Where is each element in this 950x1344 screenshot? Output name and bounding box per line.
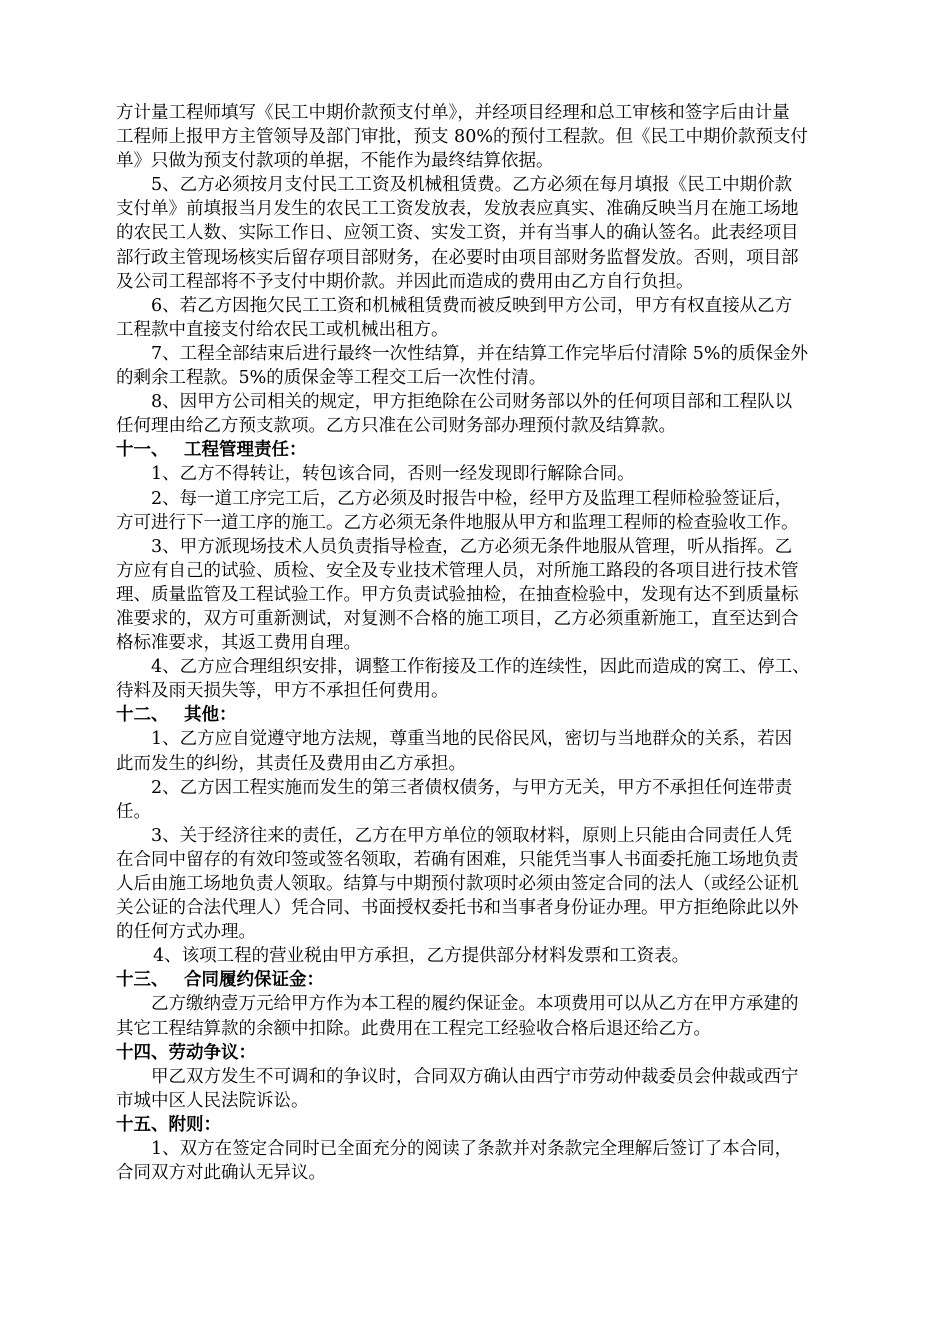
paragraph-line: 方计量工程师填写《民工中期价款预支付单》，并经项目经理和总工审核和签字后由计量 xyxy=(116,103,790,123)
paragraph-line: 此而发生的纠纷，其责任及费用由乙方承担。 xyxy=(116,753,466,774)
paragraph-line: 7、工程全部结束后进行最终一次性结算，并在结算工作完毕后付清除 5%的质保金外 xyxy=(151,343,808,364)
section-number: 十三、 xyxy=(116,970,169,991)
paragraph-line: 的剩余工程款。5%的质保金等工程交工后一次性付清。 xyxy=(116,368,547,389)
paragraph-line: 关公证的合法代理人）凭合同、书面授权委托书和当事者身份证办理。甲方拒绝除此以外 xyxy=(116,898,799,919)
paragraph-line: 4、该项工程的营业税由甲方承担，乙方提供部分材料发票和工资表。 xyxy=(153,946,690,967)
paragraph-line: 乙方缴纳壹万元给甲方作为本工程的履约保证金。本项费用可以从乙方在甲方承建的 xyxy=(151,994,799,1015)
paragraph-line: 部行政主管现场核实后留存项目部财务，在必要时由项目部财务监督发放。否则，项目部 xyxy=(116,247,799,268)
paragraph-line: 格标准要求，其返工费用自理。 xyxy=(116,633,361,654)
section-heading-11 xyxy=(116,438,880,462)
paragraph-line: 市城中区人民法院诉讼。 xyxy=(116,1090,309,1111)
section-number: 十二、 xyxy=(116,705,169,726)
paragraph-line: 工程师上报甲方主管领导及部门审批，预支 80%的预付工程款。但《民工中期价款预支付 xyxy=(116,127,808,148)
paragraph-line: 2、乙方因工程实施而发生的第三者债权债务，与甲方无关，甲方不承担任何连带责 xyxy=(151,777,793,798)
paragraph-line: 2、每一道工序完工后，乙方必须及时报告中检，经甲方及监理工程师检验签证后， xyxy=(151,488,793,509)
section-heading-14: 十四、劳动争议： xyxy=(116,1042,256,1063)
paragraph-line: 任何理由给乙方预支款项。乙方只准在公司财务部办理预付款及结算款。 xyxy=(116,416,676,437)
paragraph-line: 准要求的，双方可重新测试，对复测不合格的施工项目，乙方必须重新施工，直至达到合 xyxy=(116,608,799,629)
section-title: 工程管理责任： xyxy=(184,440,307,461)
paragraph-line: 8、因甲方公司相关的规定，甲方拒绝除在公司财务部以外的任何项目部和工程队以 xyxy=(151,392,793,413)
paragraph-line: 其它工程结算款的余额中扣除。此费用在工程完工经验收合格后退还给乙方。 xyxy=(116,1018,711,1039)
paragraph-line: 及公司工程部将不予支付中期价款。并因此而造成的费用由乙方自行负担。 xyxy=(116,271,694,292)
paragraph-line: 甲乙双方发生不可调和的争议时，合同双方确认由西宁市劳动仲裁委员会仲裁或西宁 xyxy=(151,1066,799,1087)
paragraph-line: 人后由施工场地负责人领取。结算与中期预付款项时必须由签定合同的法人（或经公证机 xyxy=(116,874,799,894)
paragraph-line: 1、乙方应自觉遵守地方法规，尊重当地的民俗民风，密切与当地群众的关系，若因 xyxy=(151,729,793,750)
paragraph-line: 在合同中留存的有效印签或签名领取，若确有困难，只能凭当事人书面委托施工场地负责 xyxy=(116,849,799,870)
paragraph-line: 任。 xyxy=(116,801,151,822)
paragraph-line: 3、甲方派现场技术人员负责指导检查，乙方必须无条件地服从管理，听从指挥。乙 xyxy=(151,536,793,557)
paragraph-line: 的农民工人数、实际工作日、应领工资、实发工资，并有当事人的确认签名。此表经项目 xyxy=(116,223,799,244)
paragraph-line: 方可进行下一道工序的施工。乙方必须无条件地服从甲方和监理工程师的检查验收工作。 xyxy=(116,512,799,533)
section-title: 其他： xyxy=(184,705,237,726)
section-number: 十一、 xyxy=(116,440,169,461)
paragraph-line: 理、质量监管及工程试验工作。甲方负责试验抽检，在抽查检验中，发现有达不到质量标 xyxy=(116,584,799,605)
section-title: 合同履约保证金： xyxy=(184,970,324,991)
paragraph-line: 支付单》前填报当月发生的农民工工资发放表，发放表应真实、准确反映当月在施工场地 xyxy=(116,199,799,220)
paragraph-line: 3、关于经济往来的责任，乙方在甲方单位的领取材料，原则上只能由合同责任人凭 xyxy=(151,825,793,846)
paragraph-line: 单》只做为预支付款项的单据，不能作为最终结算依据。 xyxy=(116,151,554,172)
paragraph-line: 待料及雨天损失等，甲方不承担任何费用。 xyxy=(116,681,449,702)
paragraph-line: 1、乙方不得转让，转包该合同，否则一经发现即行解除合同。 xyxy=(151,464,635,485)
section-heading-15: 十五、附则： xyxy=(116,1114,221,1135)
paragraph-line: 工程款中直接支付给农民工或机械出租方。 xyxy=(116,319,449,340)
paragraph-line: 5、乙方必须按月支付民工工资及机械租赁费。乙方必须在每月填报《民工中期价款 xyxy=(151,175,793,196)
paragraph-line: 4、乙方应合理组织安排，调整工作衔接及工作的连续性，因此而造成的窝工、停工、 xyxy=(151,657,810,678)
paragraph-line: 的任何方式办理。 xyxy=(116,922,256,943)
paragraph-line: 合同双方对此确认无异议。 xyxy=(116,1163,326,1184)
paragraph-line: 方应有自己的试验、质检、安全及专业技术管理人员，对所施工路段的各项目进行技术管 xyxy=(116,560,799,581)
paragraph-line: 6、若乙方因拖欠民工工资和机械租赁费而被反映到甲方公司，甲方有权直接从乙方 xyxy=(151,295,793,316)
section-heading-12 xyxy=(116,703,880,727)
paragraph-line: 1、双方在签定合同时已全面充分的阅读了条款并对条款完全理解后签订了本合同， xyxy=(151,1139,793,1160)
section-heading-13 xyxy=(116,968,880,992)
